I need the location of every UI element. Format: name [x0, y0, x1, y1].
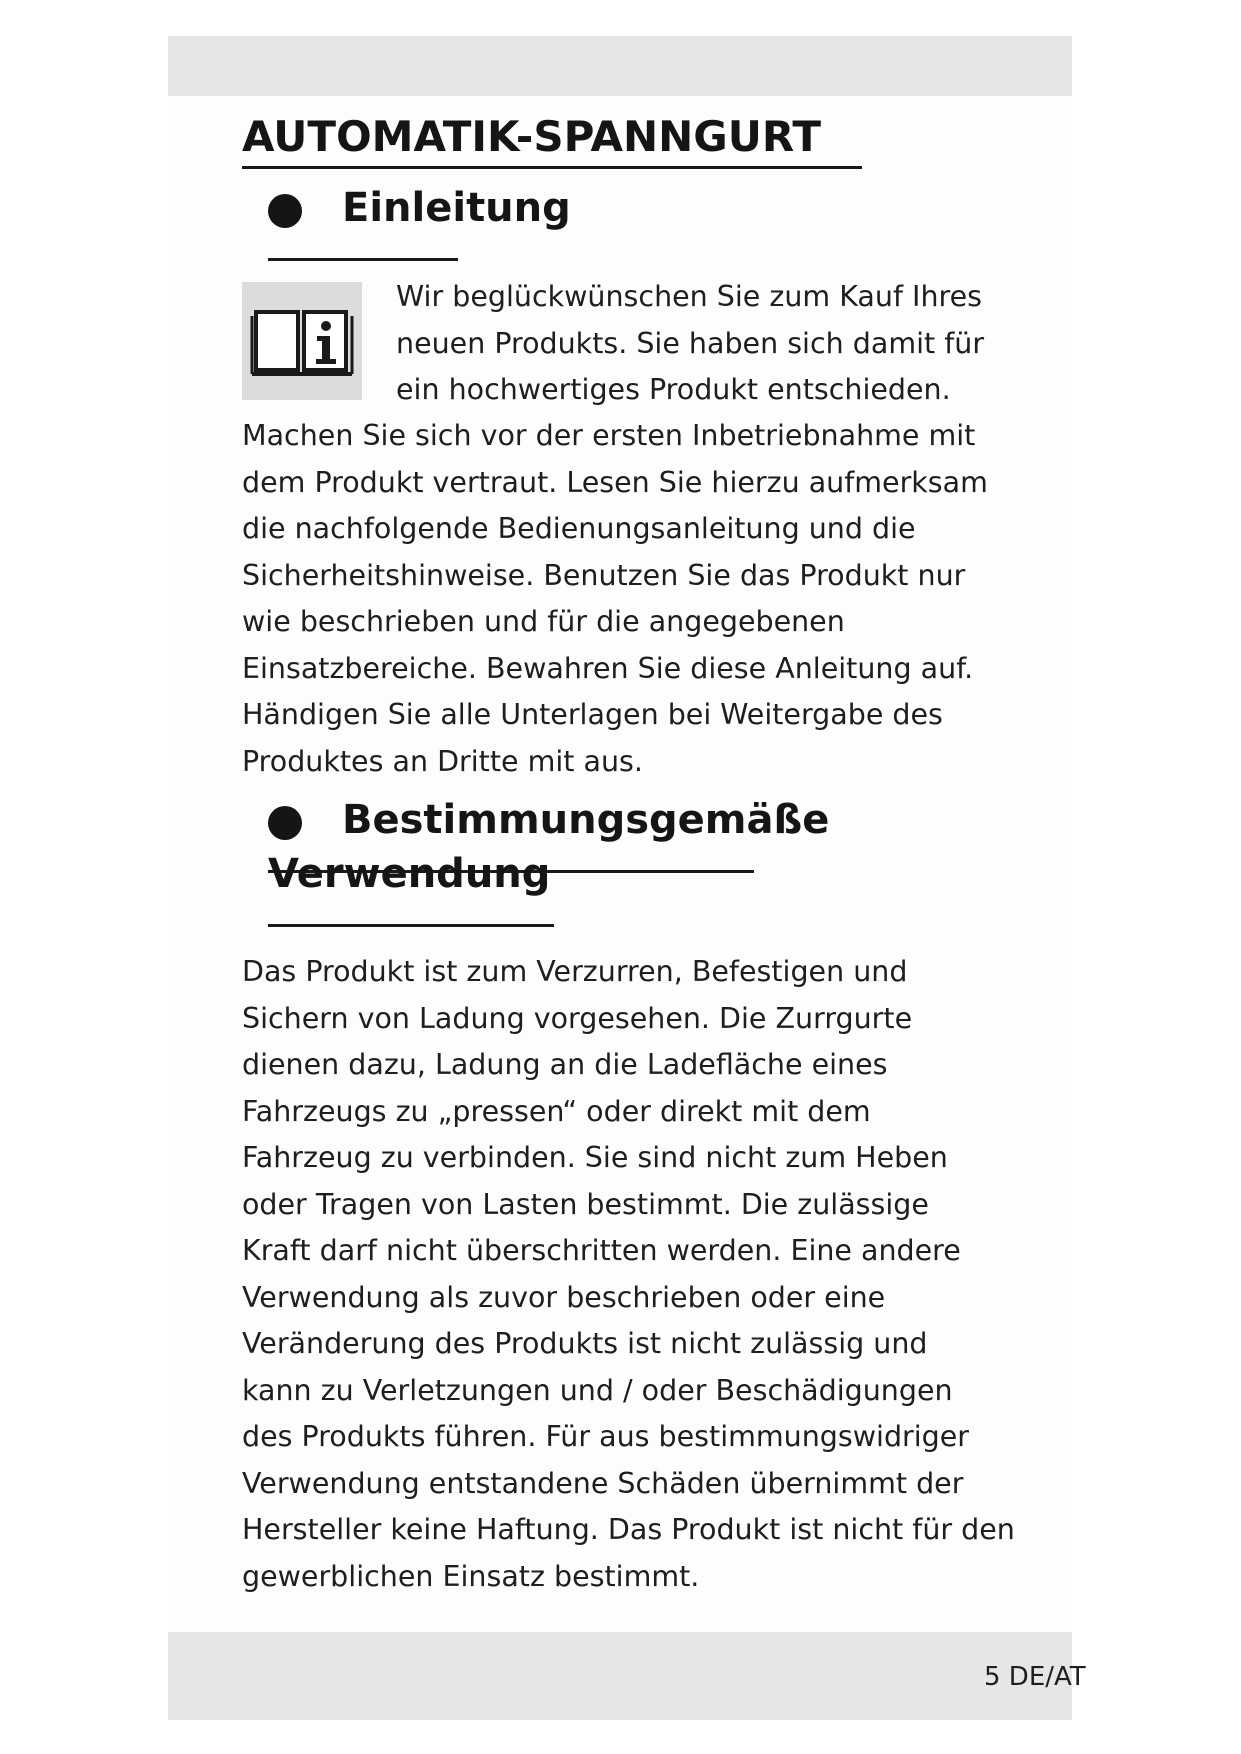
document-title: AUTOMATIK-SPANNGURT — [242, 112, 821, 161]
section-bullet-icon — [268, 806, 302, 840]
intro-paragraph-beside-icon: Wir beglückwünschen Sie zum Kauf Ihres neuen Produkts. Sie haben sich damit für ein hochwertiges Produkt entschieden. — [396, 280, 985, 406]
info-book-icon — [242, 282, 362, 400]
section-bullet-icon — [268, 194, 302, 228]
manual-page — [168, 36, 1086, 1720]
page-number: 5 DE/AT — [984, 1662, 1086, 1692]
section-heading-einleitung: Einleitung — [342, 185, 571, 231]
page-header-bar — [168, 36, 1072, 96]
section-heading-bestimmungsgemaesse: Bestimmungsgemäße — [342, 797, 830, 843]
title-underline — [242, 166, 862, 169]
section-heading-underline — [268, 924, 554, 927]
section-heading-verwendung: Verwendung — [268, 851, 551, 897]
section-heading-underline — [268, 258, 458, 261]
page-footer-bar — [168, 1632, 1086, 1720]
intro-paragraph: Machen Sie sich vor der ersten Inbetriebnahme mit dem Produkt vertraut. Lesen Sie hierzu aufmerksam die nachfolgende Bedienungsanleitung und die Sicherheitshinweise. Benutzen Sie das Produkt nur wie beschrieben und für die angegebenen Einsatzbereiche. Bewahren Sie diese Anleitung auf. Händigen Sie alle Unterlagen bei Weitergabe des Produktes an Dritte mit aus. — [242, 419, 988, 778]
usage-paragraph: Das Produkt ist zum Verzurren, Befestigen und Sichern von Ladung vorgesehen. Die Zurrgurte dienen dazu, Ladung an die Ladefläche eines Fahrzeugs zu „pressen“ oder direkt mit dem Fahrzeug zu verbinden. Sie sind nicht zum Heben oder Tragen von Lasten bestimmt. Die zulässige Kraft darf nicht überschritten werden. Eine andere Verwendung als zuvor beschrieben oder eine Veränderung des Produkts ist nicht zulässig und kann zu Verletzungen und / oder Beschädigungen des Produkts führen. Für aus bestimmungswidriger Verwendung entstandene Schäden übernimmt der Hersteller keine Haftung. Das Produkt ist nicht für den gewerblichen Einsatz bestimmt. — [242, 955, 1015, 1593]
